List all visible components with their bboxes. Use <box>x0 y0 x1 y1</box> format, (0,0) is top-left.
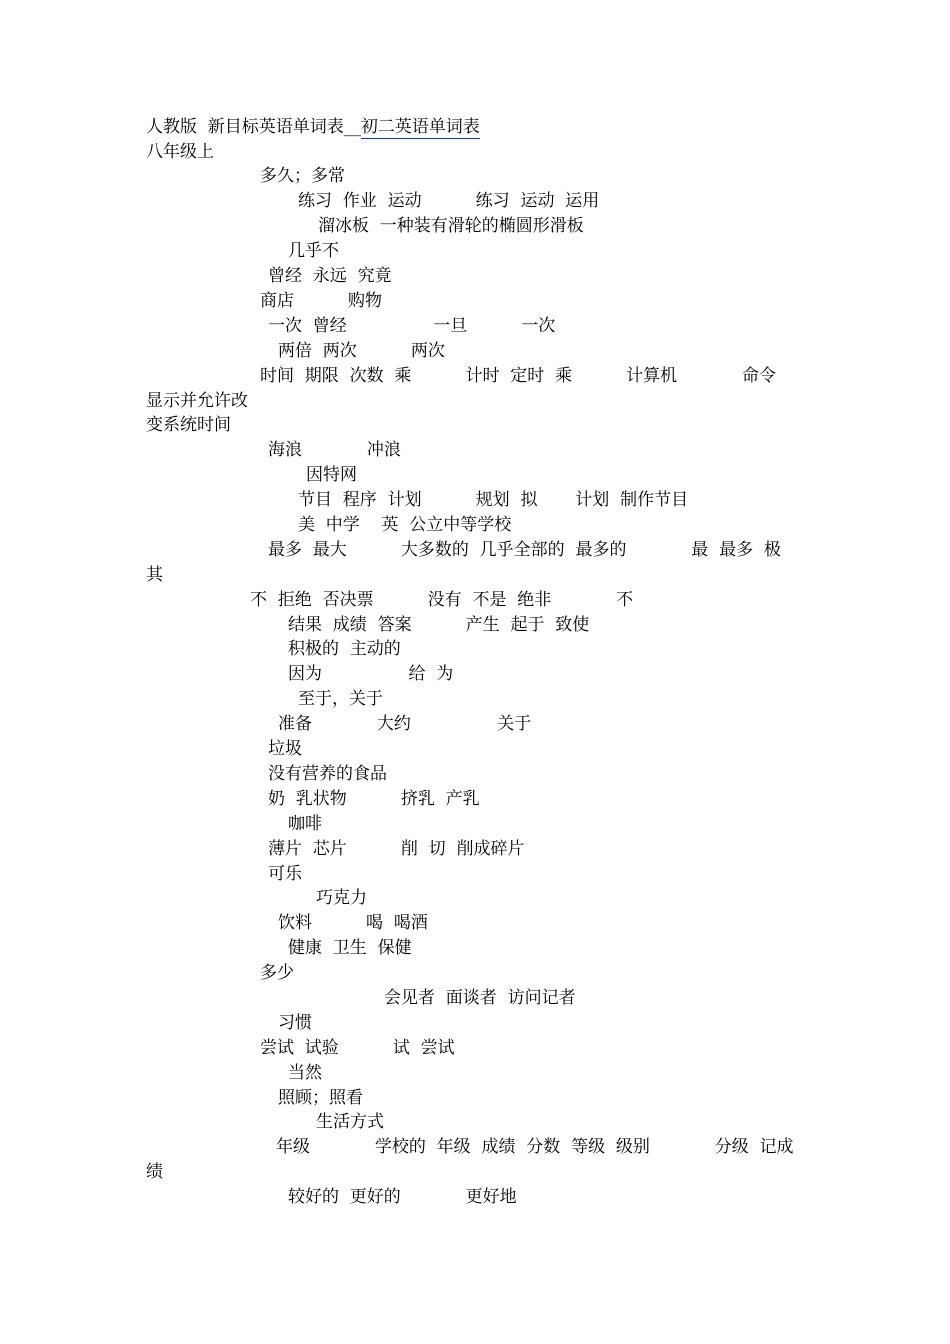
section-heading: 八年级上 <box>146 142 214 162</box>
entry-line: 显示并允许改 <box>146 391 248 411</box>
entry-line: 曾经 永远 究竟 <box>268 266 392 286</box>
entry-line: 练习 作业 运动 练习 运动 运用 <box>298 191 600 211</box>
entry-line: 较好的 更好的 更好地 <box>288 1187 517 1207</box>
entry-line: 可乐 <box>268 864 302 884</box>
entry-line: 美 中学 英 公立中等学校 <box>298 515 512 535</box>
entry-line: 结果 成绩 答案 产生 起于 致使 <box>288 615 590 635</box>
entry-line: 积极的 主动的 <box>288 639 401 659</box>
entry-line: 照顾；照看 <box>278 1088 363 1108</box>
entry-line: 不 拒绝 否决票 没有 不是 绝非 不 <box>250 590 634 610</box>
entry-line: 尝试 试验 试 尝试 <box>260 1038 455 1058</box>
entry-line: 生活方式 <box>316 1112 384 1132</box>
entry-line: 因特网 <box>306 465 357 485</box>
entry-line: 绩 <box>146 1162 163 1182</box>
entry-line: 商店 购物 <box>260 291 383 311</box>
entry-line: 薄片 芯片 削 切 削成碎片 <box>268 839 525 859</box>
entry-line: 两倍 两次 两次 <box>278 341 445 361</box>
entry-line: 变系统时间 <box>146 415 231 435</box>
entry-line: 几乎不 <box>288 241 339 261</box>
entry-line: 一次 曾经 一旦 一次 <box>268 316 556 336</box>
title-link[interactable]: 初二英语单词表 <box>360 117 480 137</box>
entry-line: 年级 学校的 年级 成绩 分数 等级 级别 分级 记成 <box>276 1137 794 1157</box>
entry-line: 健康 卫生 保健 <box>288 938 412 958</box>
entry-line: 准备 大约 关于 <box>278 714 532 734</box>
entry-line: 多久；多常 <box>260 166 345 186</box>
title-prefix: 人教版 新目标英语单词表 <box>146 117 344 137</box>
entry-line: 饮料 喝 喝酒 <box>278 913 428 933</box>
entry-line: 至于，关于 <box>298 689 383 709</box>
entry-line: 其 <box>146 565 163 585</box>
entry-line: 没有营养的食品 <box>268 764 387 784</box>
title-separator: __ <box>343 117 361 137</box>
entry-line: 巧克力 <box>316 888 367 908</box>
entry-line: 多少 <box>260 963 294 983</box>
entry-line: 因为 给 为 <box>288 664 454 684</box>
entry-line: 海浪 冲浪 <box>268 440 401 460</box>
entry-line: 垃圾 <box>268 739 302 759</box>
document-title <box>146 116 480 138</box>
entry-line: 节目 程序 计划 规划 拟 计划 制作节目 <box>298 490 689 510</box>
entry-line: 咖啡 <box>288 814 322 834</box>
entry-line: 最多 最大 大多数的 几乎全部的 最多的 最 最多 极 <box>268 540 781 560</box>
entry-line: 会见者 面谈者 访问记者 <box>384 988 576 1008</box>
entry-line: 习惯 <box>278 1013 312 1033</box>
entry-line: 奶 乳状物 挤乳 产乳 <box>268 789 480 809</box>
entry-line: 当然 <box>288 1063 322 1083</box>
entry-line: 时间 期限 次数 乘 计时 定时 乘 计算机 命令 <box>260 366 776 386</box>
entry-line: 溜冰板 一种装有滑轮的椭圆形滑板 <box>318 216 584 236</box>
